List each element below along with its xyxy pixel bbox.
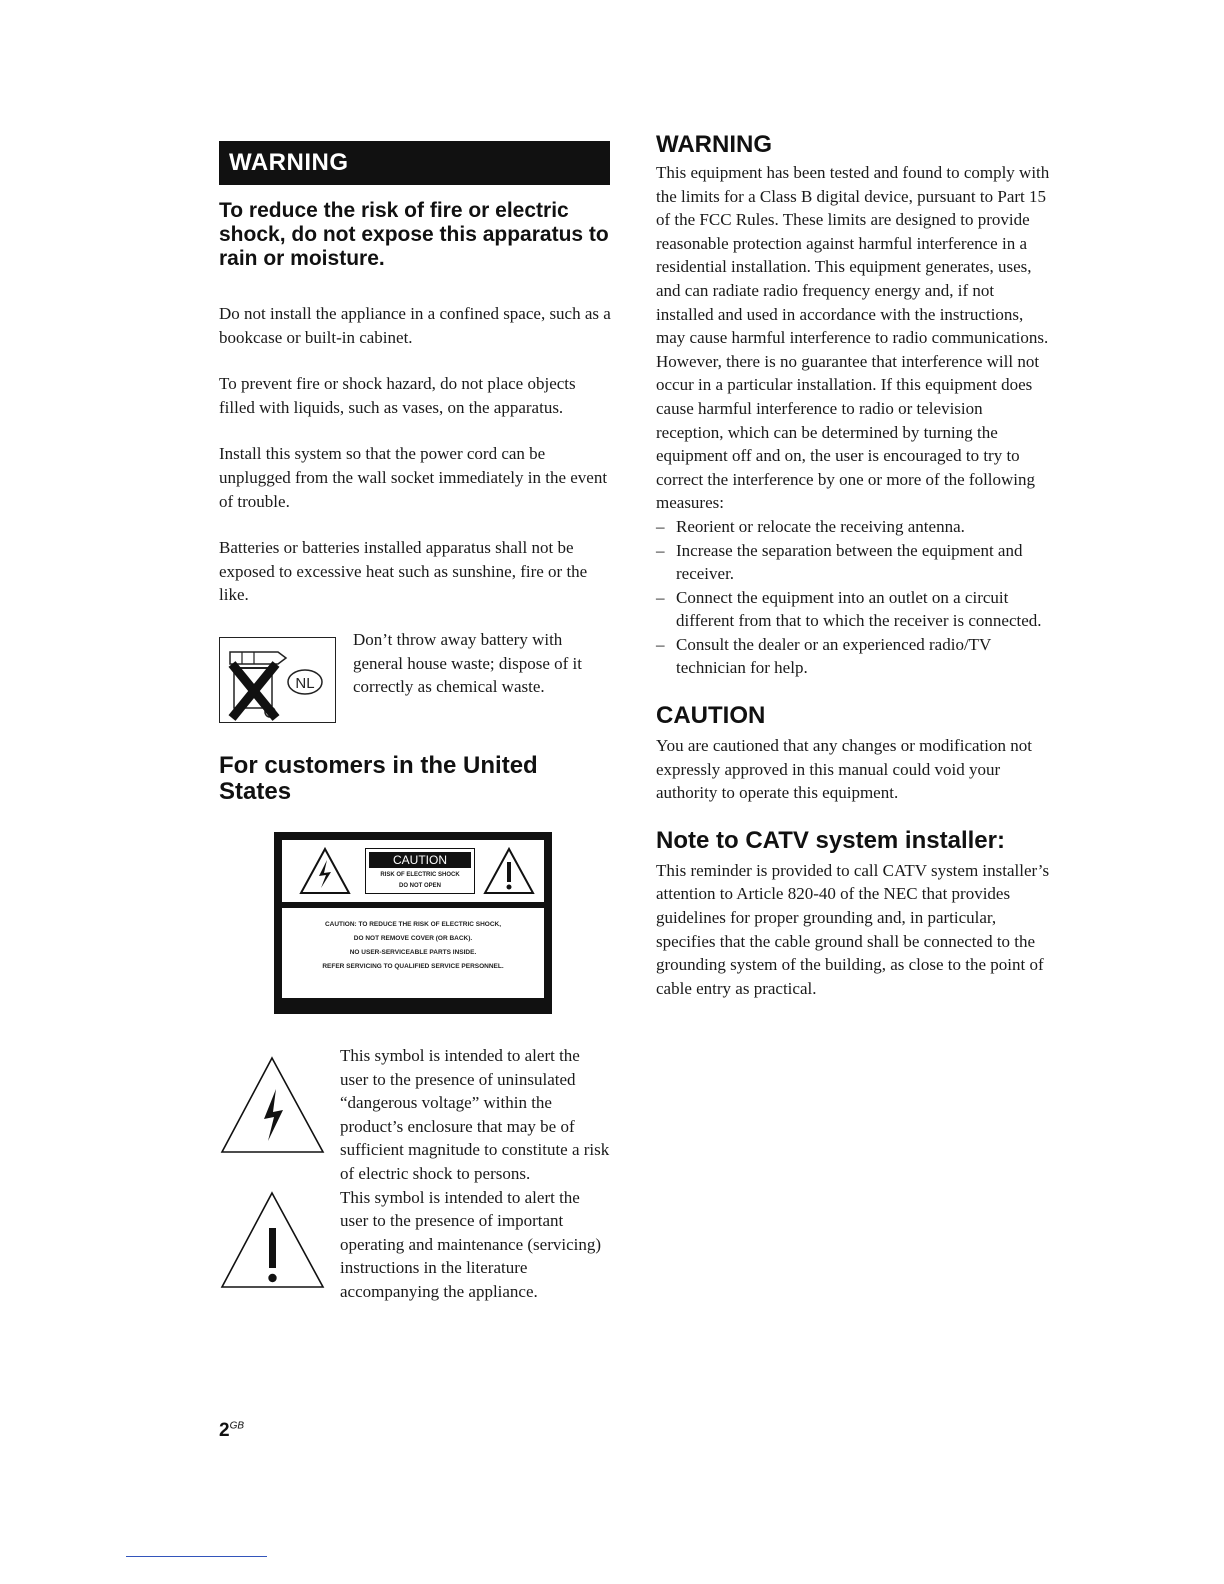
page-number (219, 1420, 244, 1442)
caution-text: You are cautioned that any changes or modification not expressly approved in this manual could void your authority to operate this equipment. (656, 736, 1032, 803)
catv-text: This reminder is provided to call CATV system installer’s attention to Article 820-40 of the NEC that provides guidelines for proper grounding and, in particular, specifies that the cable ground shall be connected to the grounding system of the building, as close to the point of cable entry as practical. (656, 860, 1050, 998)
main-warning: To reduce the risk of fire or electric shock, do not expose this apparatus to rain or moisture. (219, 199, 609, 270)
paragraph-power-cord: Install this system so that the power cord can be unplugged from the wall socket immediately in the event of trouble. (219, 444, 608, 511)
lightning-triangle-icon (219, 1044, 326, 1186)
exclamation-warning-icon (482, 846, 536, 896)
catv-heading: Note to CATV system installer: (656, 826, 1005, 854)
caution-plate-line-2: DO NOT OPEN (398, 882, 441, 889)
battery-disposal-icon (219, 637, 336, 723)
footer-line (126, 1556, 267, 1557)
paragraph-liquids: To prevent fire or shock hazard, do not place objects filled with liquids, such as vases, on the apparatus. (219, 374, 576, 417)
left-column (219, 141, 611, 1303)
battery-icon-label: NL (295, 674, 315, 692)
battery-disposal-text: Don’t throw away battery with general house waste; dispose of it correctly as chemical waste. (353, 629, 582, 697)
voltage-symbol-explanation (219, 1044, 611, 1186)
paragraph-confined-space: Do not install the appliance in a confined space, such as a bookcase or built-in cabinet. (219, 304, 611, 347)
caution-plate-title: CAUTION (369, 852, 471, 868)
page-number-value: 2 (219, 1420, 230, 1441)
list-item: – Reorient or relocate the receiving antenna. (656, 515, 1050, 539)
exclamation-symbol-explanation (219, 1186, 611, 1304)
fcc-measures-list (656, 515, 1050, 680)
fcc-warning-text: This equipment has been tested and found to comply with the limits for a Class B digital device, pursuant to Part 15 of the FCC Rules. These limits are designed to provide reasonable protection against harmful interference in a residential installation. This equipment generates, uses, and can radiate radio frequency energy and, if not installed and used in accordance with the instructions, may cause harmful interference to radio communications. However, there is no guarantee that interference will not occur in a particular installation. If this equipment does cause harmful interference to radio or television reception, which can be determined by turning the equipment off and on, the user is encouraged to try to correct the interference by one or more of the following measures: (656, 163, 1050, 513)
exclamation-triangle-icon (219, 1186, 326, 1304)
caution-label (274, 832, 552, 1014)
caution-label-line: DO NOT REMOVE COVER (OR BACK). (353, 934, 473, 942)
warning-banner: WARNING (219, 141, 610, 185)
fcc-warning-heading: WARNING (656, 131, 772, 158)
page-number-suffix: GB (229, 1420, 245, 1432)
list-item: – Consult the dealer or an experienced radio/TV technician for help. (656, 633, 1050, 680)
caution-label-line: NO USER-SERVICEABLE PARTS INSIDE. (349, 948, 477, 956)
voltage-symbol-text: This symbol is intended to alert the user to the presence of uninsulated “dangerous voltage” within the product’s enclosure that may be of sufficient magnitude to constitute a risk of electric shock to persons. (340, 1045, 610, 1183)
list-item: – Increase the separation between the equipment and receiver. (656, 539, 1050, 586)
caution-label-text (282, 908, 544, 998)
right-column (656, 131, 1050, 1000)
caution-plate-line-1: RISK OF ELECTRIC SHOCK (380, 871, 460, 878)
caution-heading: CAUTION (656, 702, 766, 730)
exclamation-symbol-text: This symbol is intended to alert the user to the presence of important operating and maintenance (servicing) instructions in the literature accompanying the appliance. (340, 1187, 602, 1301)
caution-plate (365, 848, 475, 894)
paragraph-batteries: Batteries or batteries installed apparatus shall not be exposed to excessive heat such as sunshine, fire or the like. (219, 538, 588, 605)
list-item: – Connect the equipment into an outlet on a circuit different from that to which the receiver is connected. (656, 586, 1050, 633)
lightning-warning-icon (298, 846, 352, 896)
caution-label-line: CAUTION: TO REDUCE THE RISK OF ELECTRIC SHOCK, (324, 920, 502, 928)
caution-label-line: REFER SERVICING TO QUALIFIED SERVICE PERSONNEL. (322, 962, 504, 970)
battery-disposal-notice (219, 628, 611, 723)
us-customers-heading: For customers in the United States (219, 751, 538, 805)
